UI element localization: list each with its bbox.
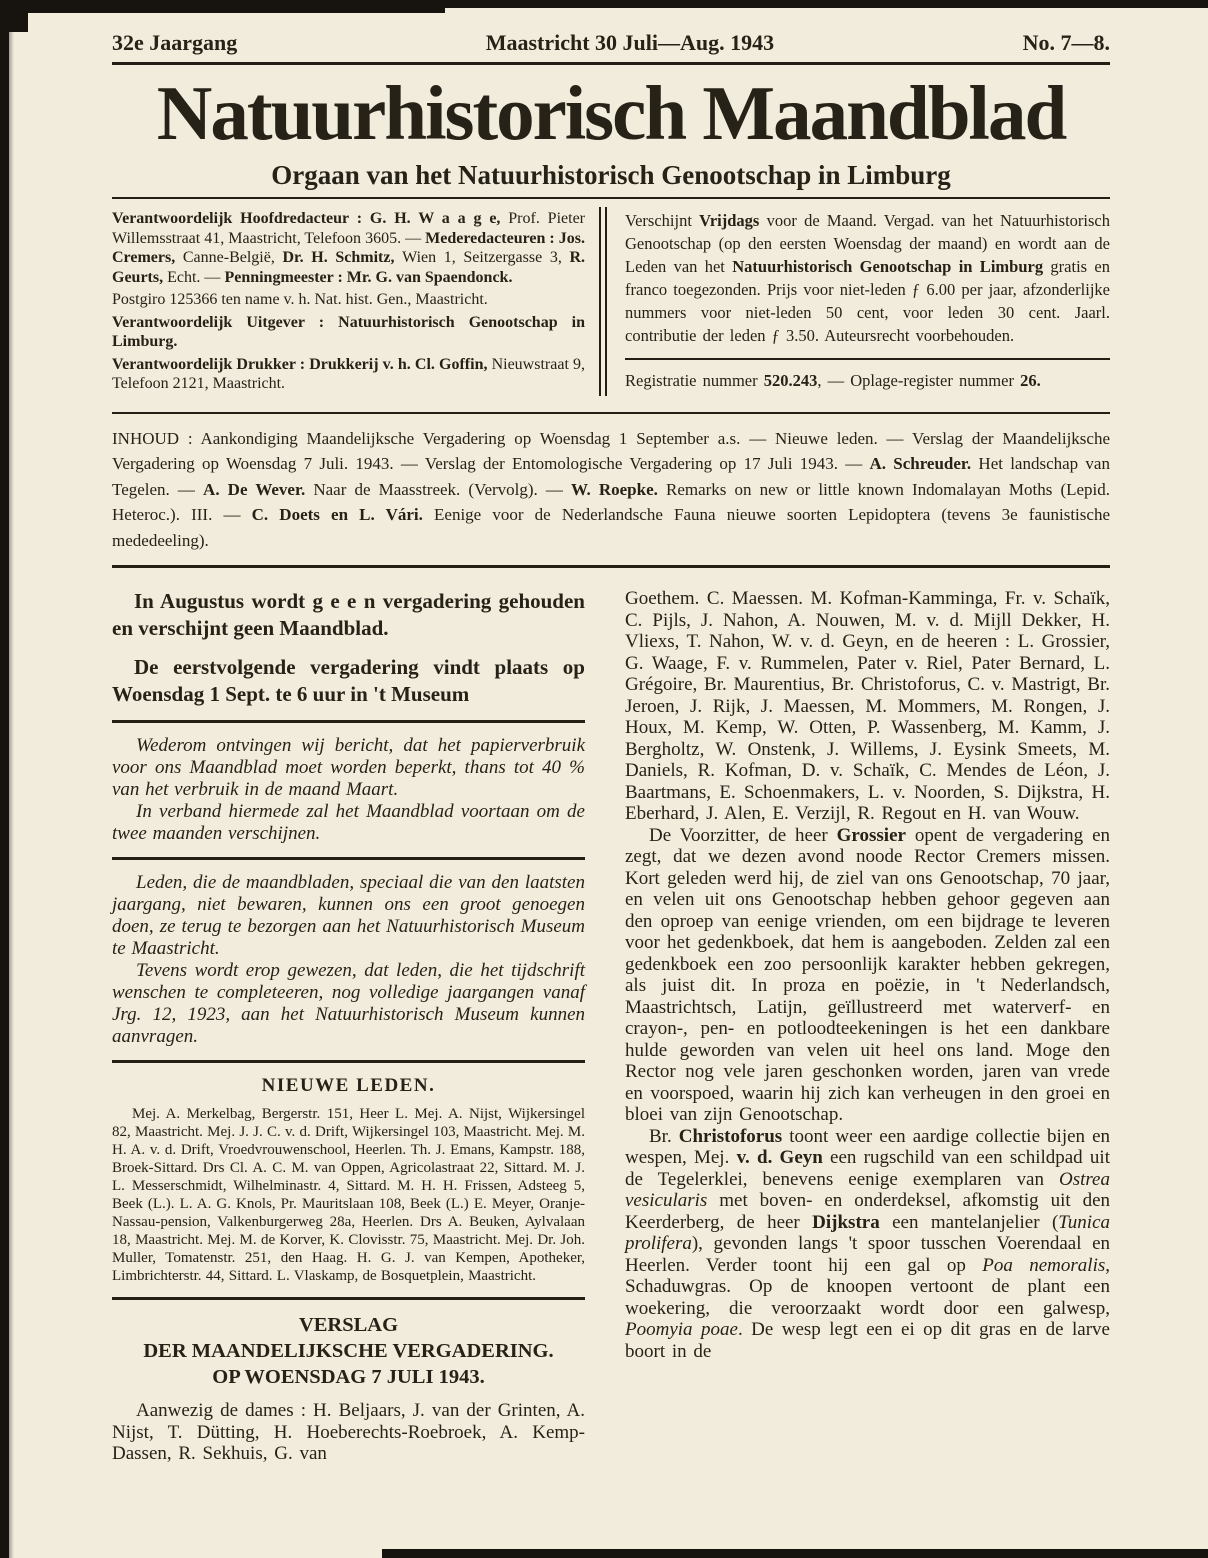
attendees-paragraph: Aanwezig de dames : H. Beljaars, J. van der Grinten, A. Nijst, T. Dütting, H. Hoeberechts-Roebroek, A. Kemp-Dassen, R. Sekhuis, G. van: [112, 1400, 585, 1464]
colophon-subscription: [625, 209, 1110, 394]
meeting-report-heading-line2: DER MAANDELIJKSCHE VERGADERING.: [143, 1340, 554, 1362]
meeting-report-heading: [112, 1312, 585, 1390]
issue-number: No. 7—8.: [1022, 30, 1110, 55]
volume-label: 32e Jaargang: [112, 30, 238, 55]
scan-edge-bottom: [382, 1549, 1208, 1558]
publisher-line: Verantwoordelijk Uitgever : Natuurhistorisch Genootschap in Limburg.: [112, 313, 585, 350]
masthead-title: Natuurhistorisch Maandblad: [156, 70, 1066, 156]
exhibits-paragraph: Br. Christoforus toont weer een aardige collectie bijen en wespen, Mej. v. d. Geyn een rugschild van een schildpad uit de Tegelerklei, benevens eenige exemplaren van Ostrea vesicularis met boven- en onderdeksel, afkomstig uit den Keerderberg, de heer Dijkstra een mantelanjelier (Tunica prolifera), gevonden langs 't spoor tusschen Voerendaal en Heerlen. Verder toont hij een gal op Poa nemoralis, Schaduwgras. Op de knoopen vertoont de plant een woekering, die veroorzaakt wordt door een galwesp, Poomyia poae. De wesp legt een ei op dit gras en de larve boort in de: [625, 1125, 1111, 1362]
attendees-continued-paragraph: Goethem. C. Maessen. M. Kofman-Kamminga, Fr. v. Schaïk, C. Pijls, J. Nahon, A. Nouwen, M. v. d. Mijll Dekker, H. Vliexs, T. Nahon, W. v. d. Geyn, en de heeren : L. Grossier, G. Waage, F. v. Rummelen, Pater v. Riel, Pater Bernard, L. Grégoire, Br. Maurentius, Br. Christoforus, C. v. Mastrigt, Br. Jeroen, J. Rijk, J. Maessen, M. Mommers, M. Rongen, J. Houx, M. Kemp, W. Otten, P. Wassenberg, M. Kamm, J. Bergholtz, W. Onstenk, J. Willems, J. Eysink Smeets, M. Daniels, R. Kofman, D. v. Schaïk, C. Mendes de Léon, J. Baartmans, E. Schoenmakers, L. v. Noorden, S. Dijkstra, H. Eberhard, J. Alen, E. Verzijl, R. Regout en H. van Wouw.: [625, 588, 1110, 824]
header-rule: [112, 62, 1110, 65]
table-of-contents: INHOUD : Aankondiging Maandelijksche Vergadering op Woensdag 1 September a.s. — Nieuwe leden. — Verslag der Maandelijksche Vergadering op Woensdag 7 Juli. 1943. — Verslag der Entomologische Vergadering op 17 Juli 1943. — A. Schreuder. Het landschap van Tegelen. — A. De Wever. Naar de Maasstreek. (Vervolg). — W. Roepke. Remarks on new or little known Indomalayan Moths (Lepid. Heteroc.). III. — C. Doets en L. Vári. Eenige voor de Nederlandsche Fauna nieuwe soorten Lepidoptera (tevens 3e faunistische mededeeling).: [112, 428, 1111, 550]
printer-line: Verantwoordelijk Drukker : Drukkerij v. h. Cl. Goffin, Nieuwstraat 9, Telefoon 2121, Maastricht.: [112, 355, 585, 392]
date-label: Maastricht 30 Juli—Aug. 1943: [485, 30, 775, 55]
meeting-report-heading-line3: OP WOENSDAG 7 JULI 1943.: [212, 1366, 485, 1388]
registration-line: Registratie nummer 520.243, — Oplage-register nummer 26.: [625, 371, 1041, 390]
registration-rule: [625, 358, 1110, 360]
announcement-rule: [112, 720, 585, 723]
members-rule: [112, 1297, 585, 1300]
request-rule: [112, 1060, 585, 1063]
scan-edge-top-left: [0, 0, 445, 13]
august-announcement: In Augustus wordt g e e n vergadering gehouden en verschijnt geen Maandblad.: [112, 589, 585, 640]
colophon-bottom-rule: [112, 412, 1110, 414]
new-members-list: Mej. A. Merkelbag, Bergerstr. 151, Heer L. Mej. A. Nijst, Wijkersingel 82, Maastricht. Mej. J. J. C. v. d. Drift, Wijkersingel 103, Maastricht. Mej. M. H. A. v. d. Drift, Vroedvrouwenschool, Heerlen. Th. J. Emans, Kampstr. 188, Broek-Sittard. Drs Cl. A. C. M. van Oppen, Agricolastraat 22, Sittard. M. J. L. Messerschmidt, Wilhelminastr. 4, Sittard. M. H. H. Frissen, Adsteeg 5, Beek (L.). L. A. G. Knols, Pr. Mauritslaan 108, Beek (L.) E. Meyer, Oranje-Nassau-pension, Valkenburgerweg 28a, Heerlen. Drs A. Beuken, Aylvalaan 18, Maastricht. Mej. M. de Korver, K. Clovisstr. 75, Maastricht. Mej. Dr. Joh. Muller, Tomatenstr. 251, den Haag. H. G. J. van Kempen, Apotheker, Limbrichterstr. 44, Sittard. L. Vlaskamp, de Bosquetplein, Maastricht.: [112, 1106, 585, 1284]
right-column: [625, 588, 1110, 1465]
meeting-report-heading-line1: VERSLAG: [298, 1314, 399, 1336]
next-meeting-announcement: De eerstvolgende vergadering vindt plaats op Woensdag 1 Sept. te 6 uur in 't Museum: [112, 655, 585, 706]
new-members-heading: NIEUWE LEDEN.: [261, 1075, 436, 1096]
return-request-paragraph: Leden, die de maandbladen, speciaal die van den laatsten jaargang, niet bewaren, kunnen ons een groot genoegen doen, ze terug te bezorgen aan het Natuurhistorisch Museum te Maastricht.: [112, 872, 585, 959]
contents-rule: [112, 565, 1110, 568]
chairman-paragraph: De Voorzitter, de heer Grossier opent de vergadering en zegt, dat we dezen avond noode Rector Cremers missen. Kort geleden werd hij, de ziel van ons Genootschap, 70 jaar, en velen uit ons Genootschap hebben gehoor gegeven aan den oproep van eenige vrienden, om een bijdrage te leveren voor het gedenkboek, dat hem is aangeboden. Zelden zal een gedenkboek een zoo persoonlijk karakter hebben gekregen, als juist dit. In proza en poëzie, in 't Nederlandsch, Maastrichtsch, Latijn, geïllustreerd met waterverf- en crayon-, pen- en potloodteekeningen is het een dankbare hulde geworden van velen uit heel ons land. Moge den Rector nog vele jaren geschonken worden, jaren van vrede en voorspoed, waarin hij zich kan verheugen in den groei en bloei van zijn Genootschap.: [625, 824, 1110, 1125]
page-content: [112, 0, 1110, 1465]
colophon-editorial: [112, 209, 585, 394]
complete-request-paragraph: Tevens wordt erop gewezen, dat leden, die het tijdschrift wenschen te completeeren, nog volledige jaargangen vanaf Jrg. 12, 1923, aan het Natuurhistorisch Museum kunnen aanvragen.: [112, 960, 585, 1047]
left-column: [112, 588, 585, 1465]
paper-restriction-notice: Wederom ontvingen wij bericht, dat het papierverbruik voor ons Maandblad moet worden beperkt, thans tot 40 % van het verbruik in de maand Maart.: [112, 735, 585, 800]
notice-rule: [112, 857, 585, 860]
publication-info-paragraph: Verschijnt Vrijdags voor de Maand. Vergad. van het Natuurhistorisch Genootschap (op den eersten Woensdag der maand) en wordt aan de Leden van het Natuurhistorisch Genootschap in Limburg gratis en franco toegezonden. Prijs voor niet-leden ƒ 6.00 per jaar, afzonderlijke nummers voor niet-leden 50 cent, voor leden 30 cent. Jaarl. contributie der leden ƒ 3.50. Auteursrecht voorbehouden.: [625, 211, 1110, 345]
editors-paragraph: Verantwoordelijk Hoofdredacteur : G. H. W a a g e, Prof. Pieter Willemsstraat 41, Maastricht, Telefoon 3605. — Mederedacteuren : Jos. Cremers, Canne-België, Dr. H. Schmitz, Wien 1, Seitzergasse 3, R. Geurts, Echt. — Penningmeester : Mr. G. van Spaendonck.: [112, 210, 586, 286]
scan-edge-left-shadow: [9, 0, 14, 1558]
colophon-block: [112, 199, 1110, 406]
masthead-subtitle: Orgaan van het Natuurhistorisch Genootschap in Limburg: [271, 160, 951, 190]
scan-edge-left: [0, 0, 9, 1558]
article-columns: [112, 588, 1110, 1465]
postgiro-line: Postgiro 125366 ten name v. h. Nat. hist. Gen., Maastricht.: [112, 291, 488, 308]
bimonthly-notice: In verband hiermede zal het Maandblad voortaan om de twee maanden verschijnen.: [112, 801, 585, 844]
colophon-divider-rule: [599, 207, 607, 396]
